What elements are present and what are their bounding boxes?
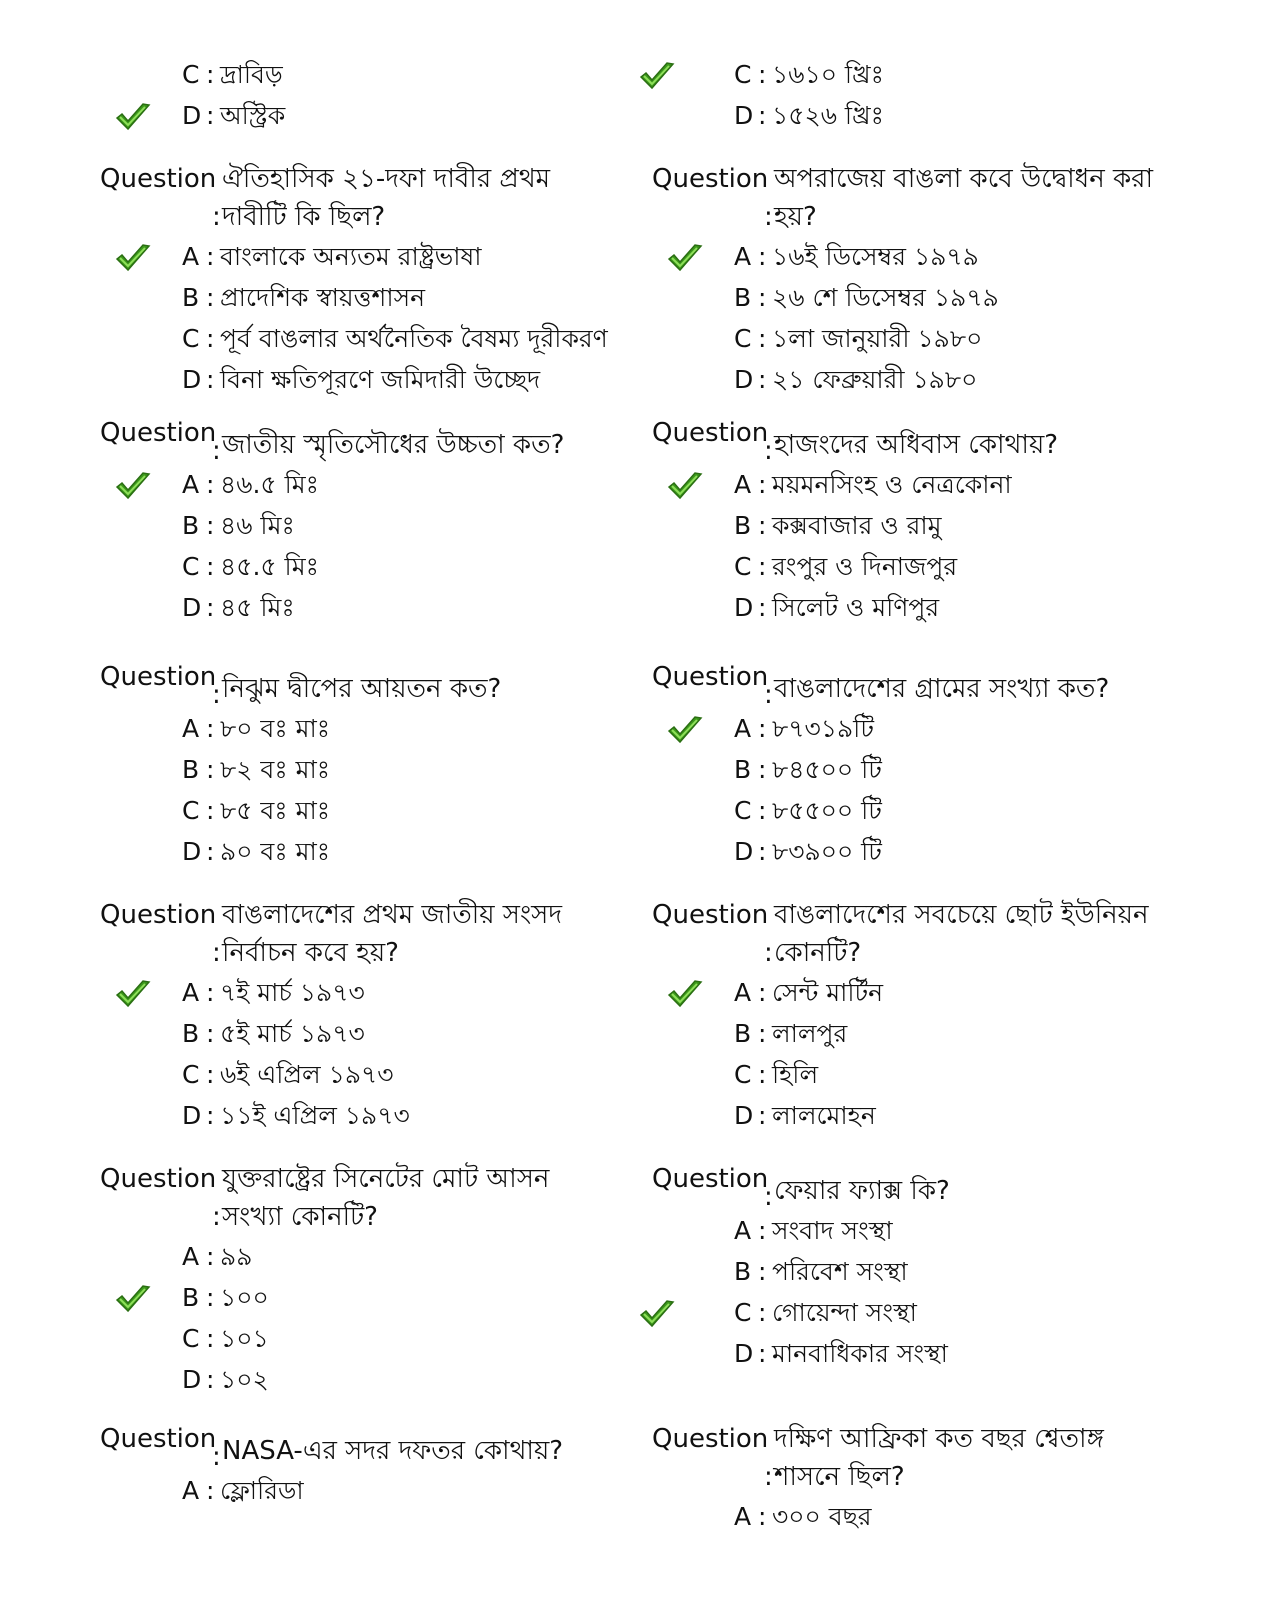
question-block <box>100 896 630 1136</box>
option-colon: : <box>758 714 767 743</box>
question-block <box>100 160 630 400</box>
option-letter: C <box>182 1060 200 1089</box>
option-colon: : <box>758 511 767 540</box>
option-text: ৭ই মার্চ ১৯৭৩ <box>220 978 365 1007</box>
option-letter: B <box>182 511 200 540</box>
option-colon: : <box>206 470 215 499</box>
question-header <box>100 1160 630 1236</box>
question-colon: : <box>212 680 221 710</box>
question-label: Question <box>100 164 217 194</box>
option-text: লালমোহন <box>772 1101 876 1130</box>
partial-question-right <box>652 54 1252 136</box>
question-label: Question <box>652 1424 769 1454</box>
option-row[interactable] <box>100 1318 630 1359</box>
checkmark-icon <box>114 1283 152 1315</box>
option-row[interactable] <box>652 464 1252 505</box>
option-colon: : <box>758 978 767 1007</box>
option-letter: B <box>734 511 752 540</box>
option-text: ৮৭৩১৯টি <box>772 714 874 743</box>
option-row[interactable] <box>100 236 630 277</box>
option-colon: : <box>758 1216 767 1245</box>
option-row[interactable] <box>100 505 630 546</box>
question-colon: : <box>212 436 221 466</box>
option-text: গোয়েন্দা সংস্থা <box>772 1298 917 1327</box>
option-text: মানবাধিকার সংস্থা <box>772 1339 948 1368</box>
option-letter: C <box>182 552 200 581</box>
question-label: Question <box>100 900 217 930</box>
option-letter: A <box>734 1216 752 1245</box>
option-colon: : <box>758 1339 767 1368</box>
question-header <box>652 160 1252 236</box>
question-label: Question <box>652 1164 769 1194</box>
question-text: বাঙলাদেশের প্রথম জাতীয় সংসদ : নির্বাচন কবে হয়? <box>100 896 630 972</box>
option-text: ১০১ <box>220 1324 269 1353</box>
option-text: ময়মনসিংহ ও নেত্রকোনা <box>772 470 1012 499</box>
option-text: সংবাদ সংস্থা <box>772 1216 893 1245</box>
checkmark-icon <box>666 714 704 746</box>
checkmark-icon <box>114 470 152 502</box>
option-colon: : <box>758 324 767 353</box>
question-header <box>652 896 1252 972</box>
option-row[interactable] <box>652 1496 1252 1537</box>
option-letter: A <box>734 714 752 743</box>
question-colon: : <box>212 938 221 968</box>
option-text: ২১ ফেব্রুয়ারী ১৯৮০ <box>772 365 978 394</box>
option-row[interactable] <box>652 831 1252 872</box>
option-row[interactable] <box>652 95 1252 136</box>
option-text: বিনা ক্ষতিপূরণে জমিদারী উচ্ছেদ <box>220 365 541 394</box>
question-text: : NASA-এর সদর দফতর কোথায়? <box>100 1420 630 1470</box>
option-letter: C <box>734 552 752 581</box>
question-header <box>652 1160 1252 1210</box>
question-block <box>100 1420 630 1511</box>
option-colon: : <box>206 1283 215 1312</box>
checkmark-icon <box>666 470 704 502</box>
option-letter: B <box>182 755 200 784</box>
option-text: ৪৬ মিঃ <box>220 511 295 540</box>
option-row[interactable] <box>652 54 1252 95</box>
option-letter: D <box>734 101 754 130</box>
question-label: Question <box>652 662 769 692</box>
question-block <box>100 658 630 872</box>
option-colon: : <box>206 242 215 271</box>
option-colon: : <box>206 1101 215 1130</box>
option-letter: C <box>182 1324 200 1353</box>
option-row[interactable] <box>100 1470 630 1511</box>
option-row[interactable] <box>652 587 1252 628</box>
option-row[interactable] <box>652 1095 1252 1136</box>
option-text: ১১ই এপ্রিল ১৯৭৩ <box>220 1101 410 1130</box>
question-label: Question <box>100 1164 217 1194</box>
question-header <box>652 658 1252 708</box>
option-colon: : <box>758 593 767 622</box>
option-text: ৪৬.৫ মিঃ <box>220 470 319 499</box>
option-row[interactable] <box>652 505 1252 546</box>
question-colon: : <box>764 202 773 232</box>
question-block <box>652 1160 1252 1374</box>
option-colon: : <box>758 365 767 394</box>
option-letter: D <box>734 837 754 866</box>
option-colon: : <box>758 1101 767 1130</box>
option-colon: : <box>206 511 215 540</box>
option-colon: : <box>206 1365 215 1394</box>
option-row[interactable] <box>100 972 630 1013</box>
option-letter: C <box>734 60 752 89</box>
question-label: Question <box>100 662 217 692</box>
option-letter: A <box>182 242 200 271</box>
option-row[interactable] <box>100 277 630 318</box>
option-colon: : <box>206 283 215 312</box>
checkmark-icon <box>666 242 704 274</box>
option-text: ৮০ বঃ মাঃ <box>220 714 331 743</box>
option-text: ৮৪৫০০ টি <box>772 755 882 784</box>
option-text: লালপুর <box>772 1019 848 1048</box>
question-header <box>100 1420 630 1470</box>
option-row[interactable] <box>100 587 630 628</box>
option-colon: : <box>758 101 767 130</box>
option-row[interactable] <box>652 277 1252 318</box>
option-text: ৮৫৫০০ টি <box>772 796 882 825</box>
option-colon: : <box>206 324 215 353</box>
checkmark-icon <box>638 60 676 92</box>
option-colon: : <box>206 796 215 825</box>
option-colon: : <box>206 1324 215 1353</box>
question-label: Question <box>652 164 769 194</box>
option-letter: A <box>182 714 200 743</box>
option-row[interactable] <box>100 1013 630 1054</box>
question-colon: : <box>764 1182 773 1212</box>
option-text: পরিবেশ সংস্থা <box>772 1257 908 1286</box>
option-colon: : <box>206 1019 215 1048</box>
option-text: ৮৫ বঃ মাঃ <box>220 796 331 825</box>
option-text: পূর্ব বাঙলার অর্থনৈতিক বৈষম্য দূরীকরণ <box>220 324 608 353</box>
question-label: Question <box>100 418 217 448</box>
option-letter: A <box>182 1242 200 1271</box>
question-colon: : <box>764 436 773 466</box>
option-letter: C <box>182 796 200 825</box>
checkmark-icon <box>114 242 152 274</box>
option-text: রংপুর ও দিনাজপুর <box>772 552 958 581</box>
option-letter: A <box>182 470 200 499</box>
option-letter: D <box>734 593 754 622</box>
question-colon: : <box>764 1462 773 1492</box>
checkmark-icon <box>638 1298 676 1330</box>
option-text: ৩০০ বছর <box>772 1502 872 1531</box>
option-letter: B <box>182 1019 200 1048</box>
option-colon: : <box>206 1242 215 1271</box>
option-letter: B <box>734 283 752 312</box>
option-text: বাংলাকে অন্যতম রাষ্ট্রভাষা <box>220 242 482 271</box>
option-row[interactable] <box>100 708 630 749</box>
question-label: Question <box>652 418 769 448</box>
option-colon: : <box>206 552 215 581</box>
checkmark-icon <box>114 978 152 1010</box>
question-block <box>100 1160 630 1400</box>
option-colon: : <box>206 714 215 743</box>
question-header <box>100 414 630 464</box>
option-row[interactable] <box>100 831 630 872</box>
option-text: ফ্লোরিডা <box>220 1476 304 1505</box>
option-letter: D <box>182 1101 202 1130</box>
option-text: সিলেট ও মণিপুর <box>772 593 940 622</box>
option-colon: : <box>758 837 767 866</box>
question-block <box>652 414 1252 628</box>
option-colon: : <box>206 1060 215 1089</box>
question-header <box>100 658 630 708</box>
option-letter: D <box>182 1365 202 1394</box>
question-header <box>652 414 1252 464</box>
question-block <box>652 896 1252 1136</box>
option-letter: D <box>734 1101 754 1130</box>
option-text: ৫ই মার্চ ১৯৭৩ <box>220 1019 365 1048</box>
option-text: ১০২ <box>220 1365 269 1394</box>
option-letter: A <box>182 1476 200 1505</box>
option-letter: A <box>734 242 752 271</box>
option-colon: : <box>206 755 215 784</box>
option-row[interactable] <box>652 1210 1252 1251</box>
option-letter: C <box>182 60 200 89</box>
option-text: ৮৩৯০০ টি <box>772 837 882 866</box>
question-text: : ফেয়ার ফ্যাক্স কি? <box>652 1160 1252 1210</box>
option-row[interactable] <box>100 95 630 136</box>
option-colon: : <box>758 242 767 271</box>
option-row[interactable] <box>652 1292 1252 1333</box>
option-letter: C <box>734 796 752 825</box>
option-text: ১০০ <box>220 1283 269 1312</box>
option-row[interactable] <box>652 972 1252 1013</box>
question-colon: : <box>212 1442 221 1472</box>
option-letter: B <box>734 1019 752 1048</box>
option-letter: B <box>734 1257 752 1286</box>
option-text: ২৬ শে ডিসেম্বর ১৯৭৯ <box>772 283 999 312</box>
option-row[interactable] <box>100 318 630 359</box>
option-colon: : <box>758 283 767 312</box>
option-letter: C <box>734 1060 752 1089</box>
option-text: ১৬ই ডিসেম্বর ১৯৭৯ <box>772 242 979 271</box>
option-letter: D <box>734 365 754 394</box>
question-block <box>100 414 630 628</box>
option-row[interactable] <box>652 318 1252 359</box>
option-text: ৬ই এপ্রিল ১৯৭৩ <box>220 1060 394 1089</box>
option-letter: D <box>734 1339 754 1368</box>
option-row[interactable] <box>100 1054 630 1095</box>
option-row[interactable] <box>652 708 1252 749</box>
option-text: ১লা জানুয়ারী ১৯৮০ <box>772 324 983 353</box>
option-row[interactable] <box>100 464 630 505</box>
option-colon: : <box>758 1502 767 1531</box>
question-block <box>652 160 1252 400</box>
question-text: : বাঙলাদেশের গ্রামের সংখ্যা কত? <box>652 658 1252 708</box>
option-letter: B <box>734 755 752 784</box>
option-colon: : <box>206 365 215 394</box>
option-colon: : <box>758 1298 767 1327</box>
option-colon: : <box>758 470 767 499</box>
option-colon: : <box>758 552 767 581</box>
option-text: অস্ট্রিক <box>220 101 286 130</box>
option-text: সেন্ট মার্টিন <box>772 978 884 1007</box>
option-row[interactable] <box>100 1277 630 1318</box>
option-colon: : <box>758 1257 767 1286</box>
question-text: দক্ষিণ আফ্রিকা কত বছর শ্বেতাঙ্গ : শাসনে ছিল? <box>652 1420 1252 1496</box>
option-row[interactable] <box>652 1013 1252 1054</box>
option-colon: : <box>758 796 767 825</box>
option-row[interactable] <box>652 359 1252 400</box>
option-text: হিলি <box>772 1060 819 1089</box>
option-text: ৯৯ <box>220 1242 253 1271</box>
option-text: ৮২ বঃ মাঃ <box>220 755 331 784</box>
option-letter: B <box>182 283 200 312</box>
option-letter: A <box>734 470 752 499</box>
question-text: : নিঝুম দ্বীপের আয়তন কত? <box>100 658 630 708</box>
option-text: কক্সবাজার ও রামু <box>772 511 942 540</box>
option-colon: : <box>206 101 215 130</box>
option-row[interactable] <box>100 1095 630 1136</box>
checkmark-icon <box>666 978 704 1010</box>
option-text: দ্রাবিড় <box>220 60 283 89</box>
question-text: বাঙলাদেশের সবচেয়ে ছোট ইউনিয়ন : কোনটি? <box>652 896 1252 972</box>
question-block <box>652 1420 1252 1537</box>
question-text: ঐতিহাসিক ২১-দফা দাবীর প্রথম : দাবীটি কি ছিল? <box>100 160 630 236</box>
option-row[interactable] <box>652 236 1252 277</box>
option-letter: D <box>182 837 202 866</box>
option-colon: : <box>206 837 215 866</box>
option-letter: A <box>734 1502 752 1531</box>
option-letter: C <box>734 324 752 353</box>
option-colon: : <box>206 978 215 1007</box>
option-letter: B <box>182 1283 200 1312</box>
question-text: অপরাজেয় বাঙলা কবে উদ্বোধন করা : হয়? <box>652 160 1252 236</box>
question-colon: : <box>764 680 773 710</box>
option-row[interactable] <box>100 749 630 790</box>
option-row[interactable] <box>652 546 1252 587</box>
option-colon: : <box>758 1019 767 1048</box>
option-row[interactable] <box>100 546 630 587</box>
question-label: Question <box>100 1424 217 1454</box>
option-row[interactable] <box>652 1054 1252 1095</box>
question-colon: : <box>764 938 773 968</box>
option-text: ১৫২৬ খ্রিঃ <box>772 101 884 130</box>
option-row[interactable] <box>100 790 630 831</box>
option-row[interactable] <box>100 359 630 400</box>
option-letter: C <box>734 1298 752 1327</box>
question-text: : হাজংদের অধিবাস কোথায়? <box>652 414 1252 464</box>
option-row[interactable] <box>652 1333 1252 1374</box>
option-text: ৪৫ মিঃ <box>220 593 295 622</box>
question-header <box>100 896 630 972</box>
question-text: : জাতীয় স্মৃতিসৌধের উচ্চতা কত? <box>100 414 630 464</box>
option-colon: : <box>758 60 767 89</box>
question-header <box>652 1420 1252 1496</box>
option-text: ১৬১০ খ্রিঃ <box>772 60 884 89</box>
question-block <box>652 658 1252 872</box>
option-row[interactable] <box>652 790 1252 831</box>
question-colon: : <box>212 202 221 232</box>
partial-question-left <box>100 54 630 136</box>
question-colon: : <box>212 1202 221 1232</box>
option-letter: A <box>734 978 752 1007</box>
option-colon: : <box>206 60 215 89</box>
option-letter: D <box>182 593 202 622</box>
option-colon: : <box>206 593 215 622</box>
option-row[interactable] <box>100 1359 630 1400</box>
option-colon: : <box>206 1476 215 1505</box>
option-text: ৯০ বঃ মাঃ <box>220 837 331 866</box>
option-letter: A <box>182 978 200 1007</box>
checkmark-icon <box>114 101 152 133</box>
option-colon: : <box>758 755 767 784</box>
question-header <box>100 160 630 236</box>
option-row[interactable] <box>100 54 630 95</box>
option-text: ৪৫.৫ মিঃ <box>220 552 319 581</box>
question-text: যুক্তরাষ্ট্রের সিনেটের মোট আসন : সংখ্যা কোনটি? <box>100 1160 630 1236</box>
option-letter: C <box>182 324 200 353</box>
option-colon: : <box>758 1060 767 1089</box>
question-label: Question <box>652 900 769 930</box>
option-text: প্রাদেশিক স্বায়ত্তশাসন <box>220 283 426 312</box>
option-row[interactable] <box>100 1236 630 1277</box>
option-letter: D <box>182 365 202 394</box>
option-row[interactable] <box>652 1251 1252 1292</box>
option-row[interactable] <box>652 749 1252 790</box>
option-letter: D <box>182 101 202 130</box>
